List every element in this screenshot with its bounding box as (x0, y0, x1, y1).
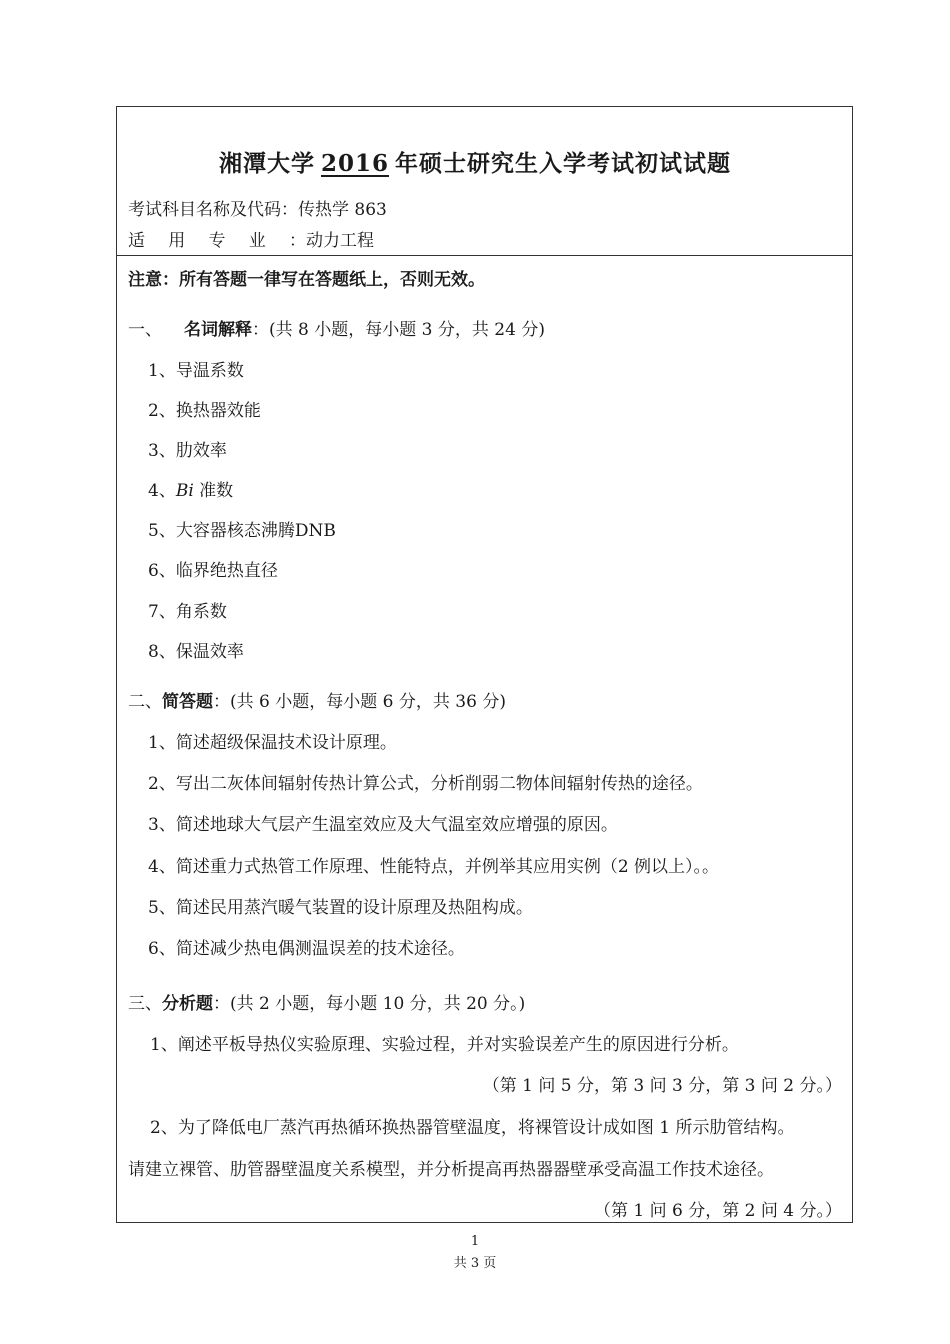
list-item: 8、保温效率 (148, 642, 244, 662)
list-item: 2、写出二灰体间辐射传热计算公式，分析削弱二物体间辐射传热的途径。 (148, 774, 703, 794)
list-item: 4、Bi 准数 (148, 481, 234, 501)
subject-line (128, 195, 387, 220)
major-label: 适用专业： (128, 231, 306, 251)
page-title: 湘潭大学 2016 年硕士研究生入学考试初试试题 (218, 150, 731, 177)
list-item: 5、大容器核态沸腾DNB (148, 521, 336, 541)
question-2-line2: 请建立裸管、肋管器壁温度关系模型，并分析提高再热器器壁承受高温工作技术途径。 (128, 1160, 774, 1180)
list-item: 6、临界绝热直径 (148, 561, 278, 581)
list-item: 2、换热器效能 (148, 401, 261, 421)
list-item: 7、角系数 (148, 602, 227, 622)
list-item: 3、肋效率 (148, 441, 227, 461)
section1-heading: 一、 名词解释：(共 8 小题，每小题 3 分，共 24 分) (128, 320, 545, 340)
subject-label: 考试科目名称及代码： (128, 200, 298, 220)
list-item: 1、导温系数 (148, 361, 244, 381)
question-2-score: （第 1 问 6 分，第 2 问 4 分。） (594, 1201, 842, 1221)
header-divider (116, 255, 853, 256)
total-pages: 共 3 页 (453, 1256, 497, 1271)
notice: 注意：所有答题一律写在答题纸上，否则无效。 (128, 270, 485, 290)
section3-heading: 三、分析题：(共 2 小题，每小题 10 分，共 20 分。) (128, 994, 526, 1014)
page-number: 1 (470, 1234, 480, 1249)
list-item: 5、简述民用蒸汽暖气装置的设计原理及热阻构成。 (148, 898, 533, 918)
list-item: 1、简述超级保温技术设计原理。 (148, 733, 397, 753)
question-1-score: （第 1 问 5 分，第 3 问 3 分，第 3 问 2 分。） (482, 1076, 842, 1096)
exam-year: 2016 (320, 150, 389, 177)
bi-symbol: Bi (175, 481, 194, 501)
question-1: 1、阐述平板导热仪实验原理、实验过程，并对实验误差产生的原因进行分析。 (150, 1035, 739, 1055)
list-item: 4、简述重力式热管工作原理、性能特点，并例举其应用实例（2 例以上）。。 (148, 857, 720, 877)
question-2-line1: 2、为了降低电厂蒸汽再热循环换热器管壁温度，将裸管设计成如图 1 所示肋管结构。 (150, 1118, 795, 1138)
list-item: 6、简述减少热电偶测温误差的技术途径。 (148, 939, 465, 959)
list-item: 3、简述地球大气层产生温室效应及大气温室效应增强的原因。 (148, 815, 618, 835)
section2-heading: 二、简答题：(共 6 小题，每小题 6 分，共 36 分) (128, 692, 506, 712)
major-line (128, 226, 374, 251)
subject-value: 传热学 863 (298, 200, 387, 220)
major-value: 动力工程 (306, 231, 374, 251)
